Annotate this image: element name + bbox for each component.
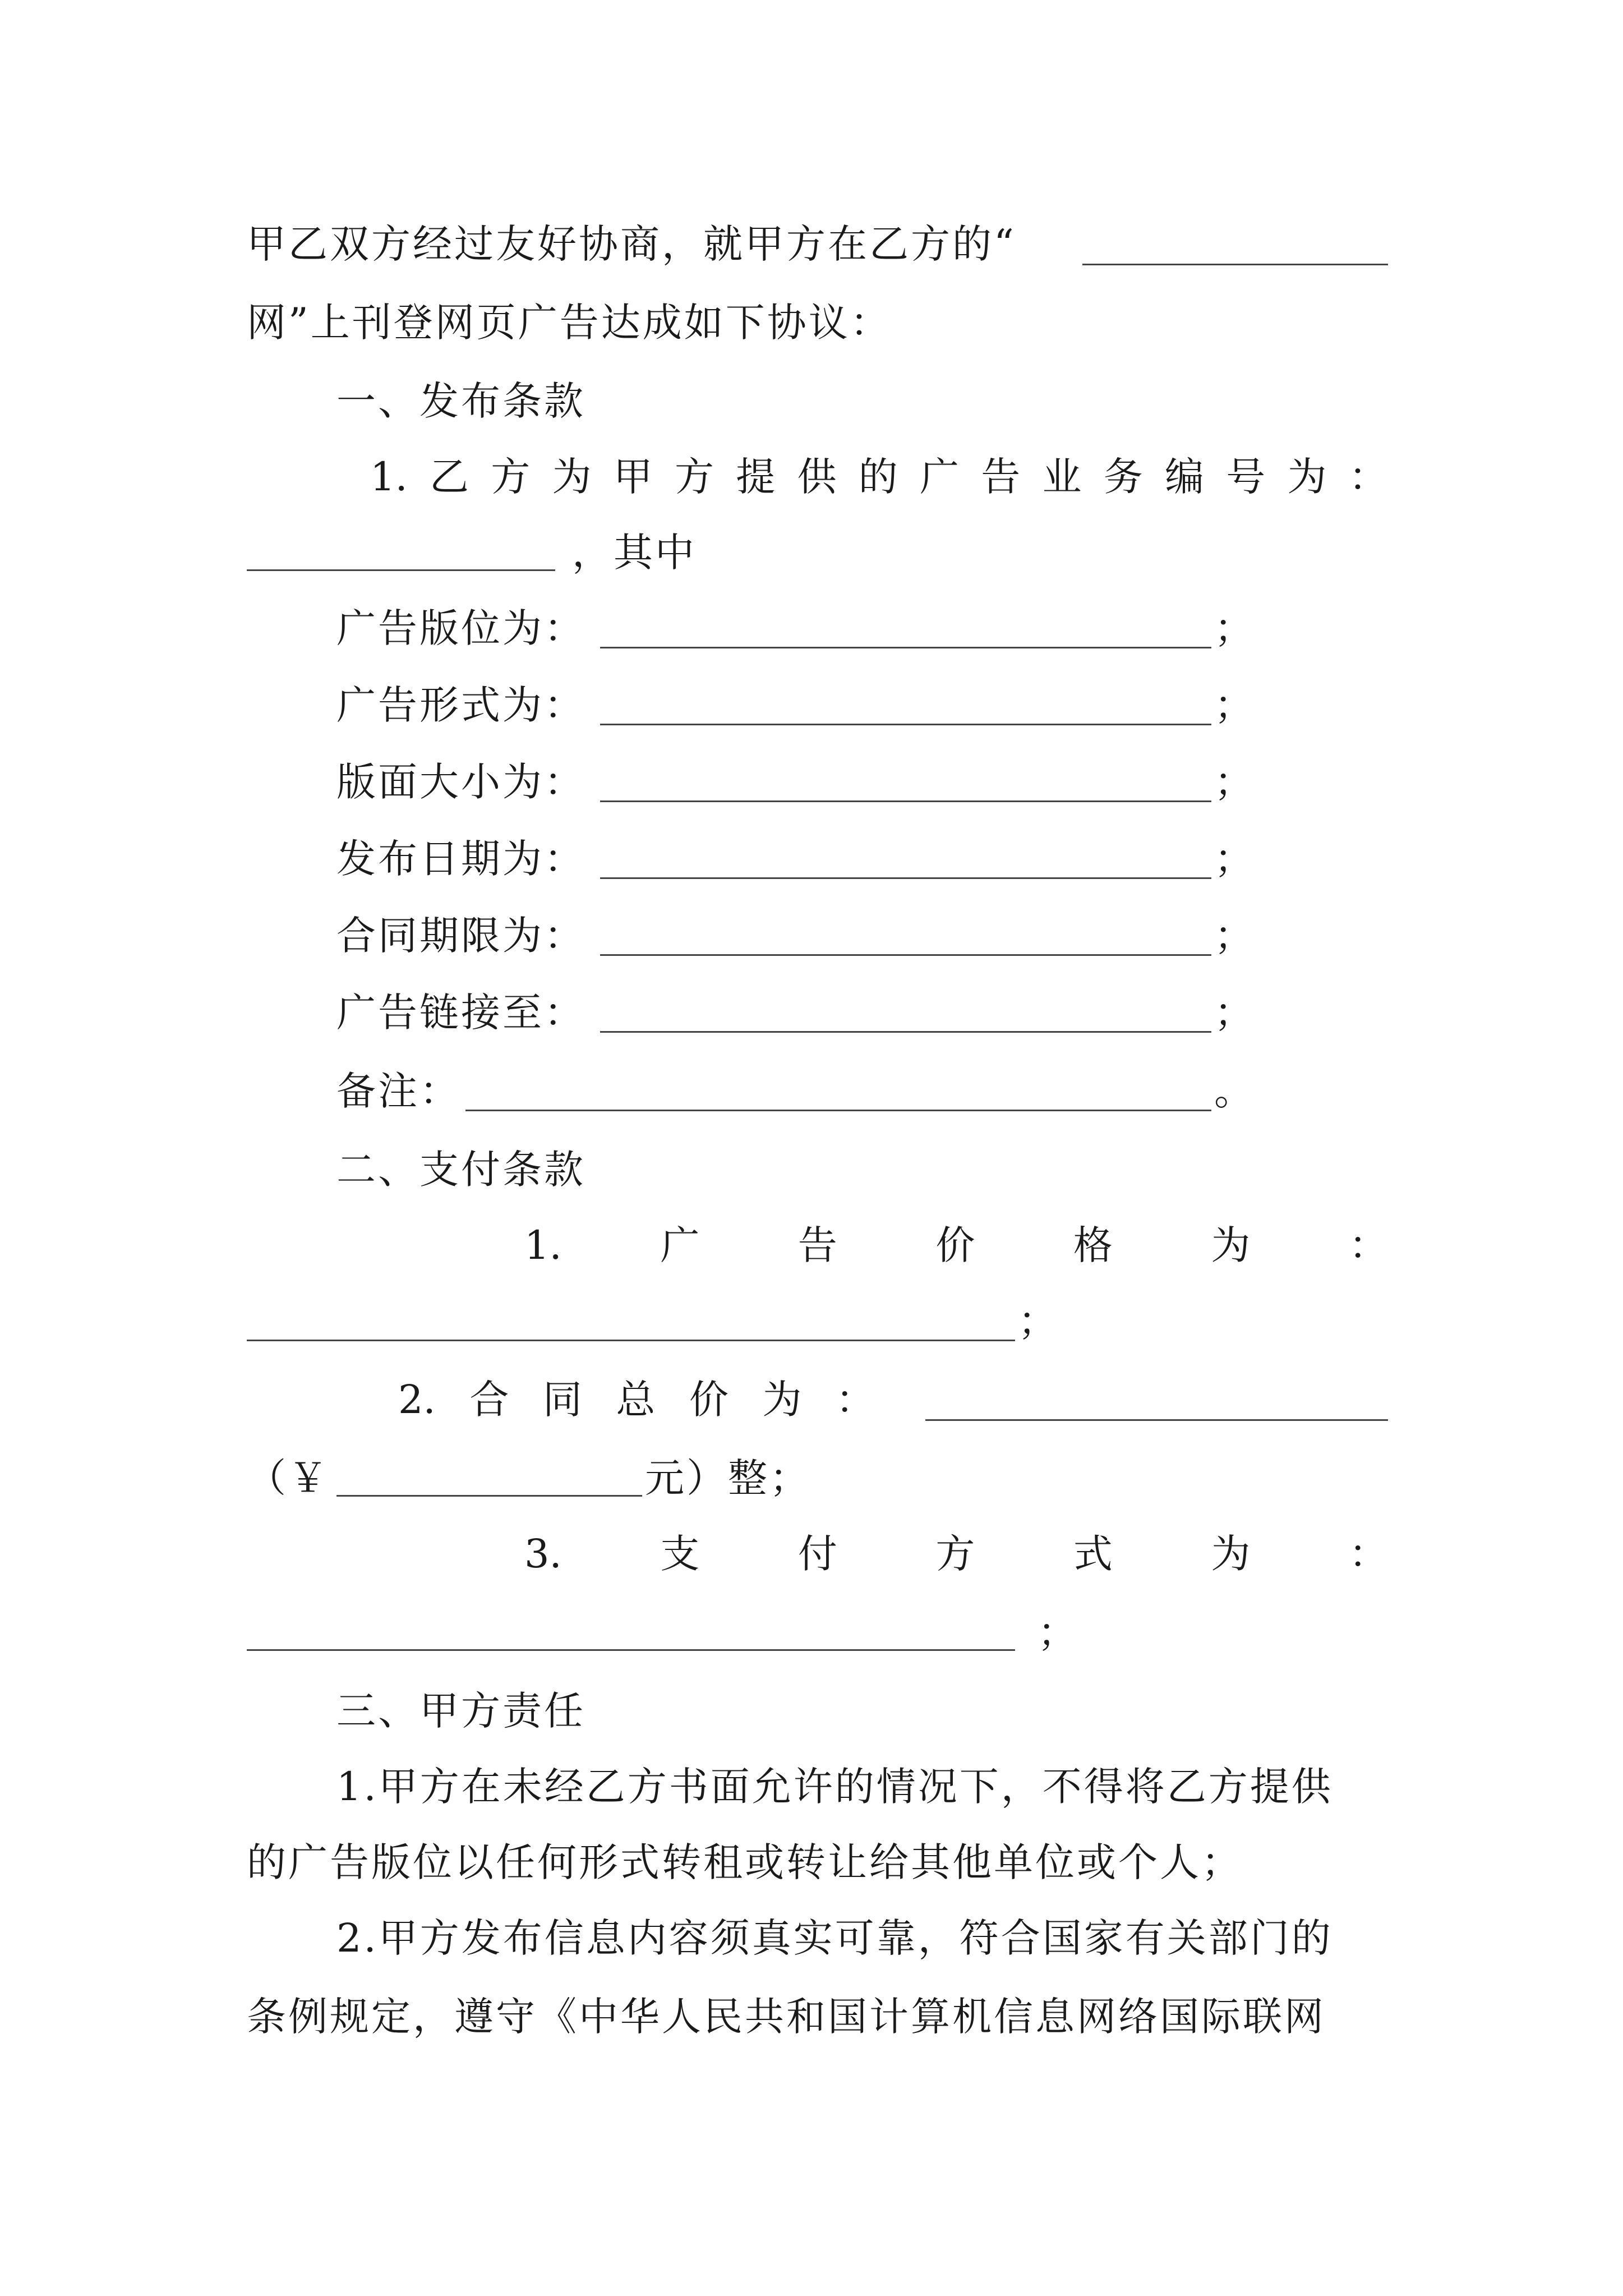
field-label: 广告版位为： — [336, 605, 585, 651]
section2-item1-end: ； — [1018, 1298, 1059, 1344]
section2-item3 — [524, 1526, 1388, 1582]
section2-item3-char: ： — [1348, 1531, 1388, 1577]
section3-heading: 三、甲方责任 — [336, 1688, 585, 1734]
section1-item1-char: 广 — [920, 454, 960, 500]
section2-item1-char: 价 — [935, 1222, 975, 1268]
section2-item2-char: 为 — [762, 1377, 802, 1423]
field-end: ； — [1214, 836, 1256, 882]
section3-p1-line1: 1.甲方在未经乙方书面允许的情况下，不得将乙方提供 — [336, 1764, 1333, 1810]
section2-item2-char: 价 — [689, 1377, 728, 1423]
section1-heading: 一、发布条款 — [336, 378, 585, 424]
section2-item3-char: 为 — [1211, 1531, 1251, 1577]
section2-item3-char: 方 — [935, 1531, 975, 1577]
section1-item1-tail: ，其中 — [572, 530, 697, 576]
section1-item1-char: 方 — [675, 454, 714, 500]
field-blank — [600, 800, 1211, 802]
section2-item1-char: ： — [1348, 1222, 1388, 1268]
section3-p2-line2: 条例规定，遵守《中华人民共和国计算机信息网络国际联网 — [247, 1994, 1326, 2040]
ad-price-blank — [247, 1340, 1015, 1341]
field-label: 合同期限为： — [336, 913, 585, 959]
website-name-blank — [1082, 264, 1388, 265]
field-blank — [600, 1031, 1211, 1033]
section1-item1-char: 编 — [1165, 454, 1205, 500]
ad-number-blank — [247, 569, 555, 571]
section2-item1-char: 广 — [660, 1222, 700, 1268]
section2-item2-char: 同 — [542, 1377, 582, 1423]
section1-item1-char: 业 — [1042, 454, 1082, 500]
remark-end: 。 — [1214, 1068, 1256, 1114]
field-label: 版面大小为： — [336, 759, 585, 805]
payment-method-blank — [247, 1649, 1015, 1651]
section2-item1-char: 为 — [1211, 1222, 1251, 1268]
field-blank — [600, 724, 1211, 725]
field-end: ； — [1214, 990, 1256, 1036]
section2-heading: 二、支付条款 — [336, 1147, 585, 1193]
section3-p2-line1: 2.甲方发布信息内容须真实可靠，符合国家有关部门的 — [336, 1915, 1333, 1961]
field-blank — [600, 877, 1211, 879]
remark-blank — [465, 1110, 1211, 1111]
section1-item1-char: 务 — [1103, 454, 1143, 500]
field-label: 广告链接至： — [336, 990, 585, 1036]
field-end: ； — [1214, 682, 1256, 728]
section1-item1-char: 方 — [491, 454, 531, 500]
section2-item2-char: 2. — [398, 1377, 436, 1423]
section1-item1-char: 的 — [858, 454, 898, 500]
section2-item2-close: 元）整； — [645, 1455, 811, 1501]
section2-item2-open: （￥ — [247, 1455, 330, 1501]
section2-item2-char: 合 — [469, 1377, 509, 1423]
section2-item1-char: 告 — [797, 1222, 837, 1268]
section2-item2 — [398, 1372, 875, 1428]
section1-item1-char: 供 — [797, 454, 837, 500]
section2-item2-char: ： — [835, 1377, 875, 1423]
section2-item1 — [524, 1217, 1388, 1273]
field-label: 发布日期为： — [336, 836, 585, 882]
field-end: ； — [1214, 913, 1256, 959]
field-blank — [600, 954, 1211, 956]
section1-item1-char: 甲 — [613, 454, 653, 500]
section1-item1-char: 为 — [552, 454, 592, 500]
total-price-blank — [925, 1419, 1388, 1421]
section1-item1-char: ： — [1348, 454, 1388, 500]
field-end: ； — [1214, 605, 1256, 651]
field-label: 广告形式为： — [336, 682, 585, 728]
field-blank — [600, 647, 1211, 648]
section1-item1 — [370, 449, 1388, 505]
section1-item1-char: 提 — [736, 454, 776, 500]
field-end: ； — [1214, 759, 1256, 805]
intro-line-2: 网”上刊登网页广告达成如下协议： — [247, 300, 892, 346]
section1-item1-char: 告 — [981, 454, 1021, 500]
total-price-number-blank — [336, 1495, 642, 1497]
section2-item3-end: ； — [1038, 1609, 1079, 1655]
section1-item1-char: 乙 — [430, 454, 469, 500]
section1-item1-char: 1. — [370, 454, 408, 500]
remark-label: 备注： — [336, 1068, 461, 1114]
section2-item3-char: 支 — [660, 1531, 700, 1577]
section2-item1-char: 1. — [524, 1222, 562, 1268]
section2-item1-char: 格 — [1073, 1222, 1113, 1268]
section3-p1-line2: 的广告版位以任何形式转租或转让给其他单位或个人； — [247, 1839, 1243, 1885]
section2-item3-char: 3. — [524, 1531, 562, 1577]
section1-item1-char: 号 — [1226, 454, 1266, 500]
intro-line-1: 甲乙双方经过友好协商，就甲方在乙方的“ — [247, 221, 1016, 267]
section2-item3-char: 式 — [1073, 1531, 1113, 1577]
section2-item3-char: 付 — [797, 1531, 837, 1577]
section1-item1-char: 为 — [1287, 454, 1327, 500]
section2-item2-char: 总 — [616, 1377, 656, 1423]
